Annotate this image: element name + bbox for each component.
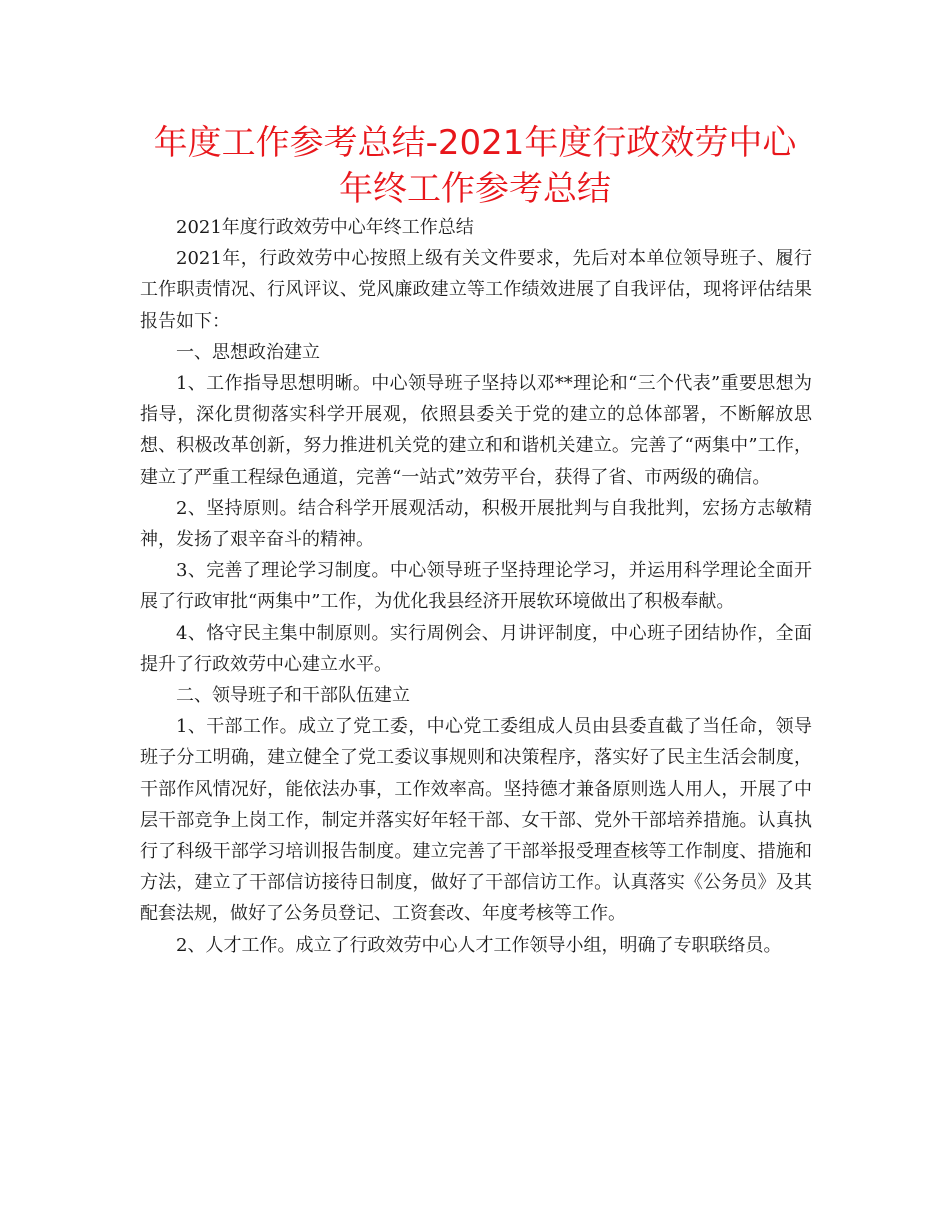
paragraph-item: 4、恪守民主集中制原则。实行周例会、月讲评制度，中心班子团结协作，全面提升了行政效劳中心建立水平。 <box>140 622 812 675</box>
paragraph-item: 1、干部工作。成立了党工委，中心党工委组成人员由县委直截了当任命，领导班子分工明确，建立健全了党工委议事规则和决策程序，落实好了民主生活会制度，干部作风情况好，能依法办事，工作效率高。坚持德才兼备原则选人用人，开展了中层干部竞争上岗工作，制定并落实好年轻干部、女干部、党外干部培养措施。认真执行了科级干部学习培训报告制度。建立完善了干部举报受理查核等工作制度、措施和方法，建立了干部信访接待日制度，做好了干部信访工作。认真落实《公务员》及其配套法规，做好了公务员登记、工资套改、年度考核等工作。 <box>140 716 812 925</box>
paragraph-intro: 2021年，行政效劳中心按照上级有关文件要求，先后对本单位领导班子、履行工作职责情况、行风评议、党风廉政建立等工作绩效进展了自我评估，现将评估结果报告如下： <box>140 248 812 332</box>
paragraph-item: 2、坚持原则。结合科学开展观活动，积极开展批判与自我批判，宏扬方志敏精神，发扬了艰辛奋斗的精神。 <box>140 497 812 551</box>
document-title: 年度工作参考总结-2021年度行政效劳中心年终工作参考总结 <box>153 123 797 209</box>
section-heading-1: 一、思想政治建立 <box>176 341 320 363</box>
paragraph-item: 2、人才工作。成立了行政效劳中心人才工作领导小组，明确了专职联络员。 <box>176 934 782 956</box>
document-body <box>140 212 812 961</box>
paragraph-subtitle: 2021年度行政效劳中心年终工作总结 <box>176 217 474 238</box>
paragraph-item: 3、完善了理论学习制度。中心领导班子坚持理论学习，并运用科学理论全面开展了行政审批“两集中”工作，为优化我县经济开展软环境做出了积极奉献。 <box>140 560 812 613</box>
section-heading-2: 二、领导班子和干部队伍建立 <box>176 685 410 707</box>
paragraph-item: 1、工作指导思想明晰。中心领导班子坚持以邓**理论和“三个代表”重要思想为指导，深化贯彻落实科学开展观，依照县委关于党的建立的总体部署，不断解放思想、积极改革创新，努力推进机关党的建立和和谐机关建立。完善了“两集中”工作，建立了严重工程绿色通道，完善“一站式”效劳平台，获得了省、市两级的确信。 <box>140 373 812 488</box>
